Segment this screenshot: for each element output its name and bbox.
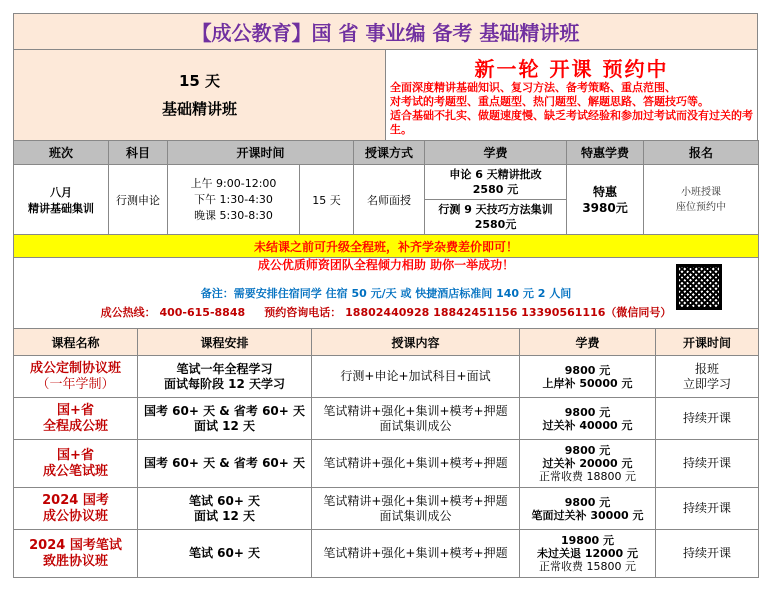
subject-cell: 行测申论 xyxy=(109,165,168,235)
col-course-content: 授课内容 xyxy=(312,329,520,356)
qr-code-icon xyxy=(676,264,722,310)
col-class: 班次 xyxy=(14,141,109,165)
intro-line-3: 适合基础不扎实、做题速度慢、缺乏考试经验和参加过考试而没有过关的考生。 xyxy=(390,109,753,136)
table-row xyxy=(14,440,759,488)
contact-block xyxy=(14,258,759,329)
table-row xyxy=(14,530,759,578)
schedule-line: 面试每阶段 12 天学习 xyxy=(163,376,286,391)
fee-line: 上岸补 50000 元 xyxy=(542,376,633,390)
header-table xyxy=(13,13,758,141)
time-afternoon: 下午 1:30-4:30 xyxy=(194,192,273,206)
course-name-line: 全程成公班 xyxy=(42,418,108,434)
content-line: 行测+申论+加试科目+面试 xyxy=(340,369,491,383)
hotline-label: 成公热线： xyxy=(100,306,156,319)
consult-phones[interactable]: 18802440928 18842451156 13390561116（微信同号） xyxy=(345,306,672,319)
course-name-line: 国+省 xyxy=(57,447,94,463)
course-content xyxy=(312,398,520,440)
course-schedule xyxy=(138,488,312,530)
col-fee: 学费 xyxy=(425,141,567,165)
course-name xyxy=(14,440,138,488)
table-row xyxy=(14,488,759,530)
col-course-schedule: 课程安排 xyxy=(138,329,312,356)
course-name-line: 2024 国考 xyxy=(42,492,109,508)
table-row xyxy=(14,398,759,440)
col-subject: 科目 xyxy=(109,141,168,165)
fee-aptitude: 行测 9 天技巧方法集训 xyxy=(438,203,553,216)
fee-line: 9800 元 xyxy=(564,444,611,457)
courses-table xyxy=(13,328,759,578)
special-fee-cell xyxy=(567,165,644,235)
course-name xyxy=(14,398,138,440)
schedule-line: 国考 60+ 天 & 省考 60+ 天 xyxy=(143,403,306,418)
course-name-line: 国+省 xyxy=(57,402,94,418)
class-summary xyxy=(14,50,386,141)
fee-aptitude-price: 2580元 xyxy=(474,218,517,231)
hotline-number[interactable]: 400-615-8848 xyxy=(159,306,246,319)
course-start: 持续开课 xyxy=(656,488,759,530)
method-cell: 名师面授 xyxy=(354,165,425,235)
course-name-line: 致胜协议班 xyxy=(42,553,108,569)
course-schedule xyxy=(138,356,312,398)
fee-line: 9800 元 xyxy=(564,405,611,419)
table-row xyxy=(14,356,759,398)
course-content xyxy=(312,488,520,530)
schedule-table xyxy=(13,140,759,329)
course-content: 笔试精讲+强化+集训+模考+押题 xyxy=(312,530,520,578)
col-course-start: 开课时间 xyxy=(656,329,759,356)
intro-line-1: 全面深度精讲基础知识、复习方法、备考策略、重点范围、 xyxy=(390,81,676,94)
start-line: 立即学习 xyxy=(682,376,731,391)
col-start-time: 开课时间 xyxy=(168,141,354,165)
class-name: 基础精讲班 xyxy=(161,100,237,118)
course-content xyxy=(312,356,520,398)
class-month: 八月 xyxy=(50,185,72,199)
fee-essay-price: 2580 元 xyxy=(472,183,519,196)
course-name-line: 2024 国考笔试 xyxy=(29,537,122,553)
course-start: 持续开课 xyxy=(656,440,759,488)
hotline-row xyxy=(14,304,758,320)
signup-cell xyxy=(644,165,759,235)
col-course-name: 课程名称 xyxy=(14,329,138,356)
intro-line-2: 对考试的考题型、重点题型、热门题型、解题思路、答题技巧等。 xyxy=(390,95,709,108)
page-title: 【成公教育】国 省 事业编 备考 基础精讲班 xyxy=(14,14,758,50)
class-intro xyxy=(386,50,758,141)
col-special-fee: 特惠学费 xyxy=(567,141,644,165)
course-schedule: 国考 60+ 天 & 省考 60+ 天 xyxy=(138,440,312,488)
course-fee xyxy=(520,440,656,488)
course-sheet xyxy=(13,13,758,578)
enroll-headline: 新一轮 开课 预约中 xyxy=(474,57,669,81)
col-signup: 报名 xyxy=(644,141,759,165)
course-name-line: 成公协议班 xyxy=(42,508,108,524)
special-price: 3980元 xyxy=(582,200,628,215)
course-start xyxy=(656,356,759,398)
course-start: 持续开课 xyxy=(656,530,759,578)
fee-line: 9800 元 xyxy=(564,363,611,377)
signup-note-1: 小班授课 xyxy=(681,186,722,198)
schedule-line: 笔试一年全程学习 xyxy=(176,361,273,376)
time-morning: 上午 9:00-12:00 xyxy=(190,176,277,190)
fee-line: 未过关退 12000 元 xyxy=(537,547,638,560)
course-name-line: 成公笔试班 xyxy=(42,463,108,479)
consult-label: 预约咨询电话： xyxy=(264,306,342,319)
course-schedule xyxy=(138,398,312,440)
col-course-fee: 学费 xyxy=(520,329,656,356)
fee-line: 笔面过关补 30000 元 xyxy=(531,508,644,522)
course-name xyxy=(14,488,138,530)
team-slogan: 成公优质师资团队全程倾力相助 助你一举成功！ xyxy=(257,258,515,272)
schedule-line: 面试 12 天 xyxy=(193,508,256,523)
course-content: 笔试精讲+强化+集训+模考+押题 xyxy=(312,440,520,488)
course-fee xyxy=(520,356,656,398)
content-line: 面试集训成公 xyxy=(379,508,452,523)
course-name xyxy=(14,356,138,398)
schedule-line: 笔试 60+ 天 xyxy=(188,493,261,508)
course-start: 持续开课 xyxy=(656,398,759,440)
fee-line: 过关补 40000 元 xyxy=(542,418,633,432)
time-cell xyxy=(168,165,300,235)
time-evening: 晚课 5:30-8:30 xyxy=(194,208,273,222)
special-label: 特惠 xyxy=(593,184,618,199)
course-name-line: （一年学制） xyxy=(36,376,115,392)
content-line: 笔试精讲+强化+集训+模考+押题 xyxy=(323,493,508,508)
course-name xyxy=(14,530,138,578)
class-cell xyxy=(14,165,109,235)
course-fee xyxy=(520,398,656,440)
start-line: 报班 xyxy=(694,361,719,376)
class-days: 15 天 xyxy=(178,72,221,90)
course-schedule: 笔试 60+ 天 xyxy=(138,530,312,578)
upgrade-notice: 未结课之前可升级全程班，补齐学杂费差价即可！ xyxy=(14,235,759,258)
fee-essay: 申论 6 天精讲批改 xyxy=(449,168,542,181)
fee-line: 正常收费 18800 元 xyxy=(539,470,636,483)
duration-cell: 15 天 xyxy=(300,165,354,235)
fee-cell xyxy=(425,165,567,235)
lodging-note: 备注：需要安排住宿同学 住宿 50 元/天 或 快捷酒店标准间 140 元 2 人间 xyxy=(200,287,572,300)
fee-line: 正常收费 15800 元 xyxy=(539,560,636,573)
schedule-line: 面试 12 天 xyxy=(193,418,256,433)
fee-line: 19800 元 xyxy=(560,534,615,547)
fee-line: 9800 元 xyxy=(564,495,611,509)
content-line: 笔试精讲+强化+集训+模考+押题 xyxy=(323,403,508,418)
content-line: 面试集训成公 xyxy=(379,418,452,433)
class-type: 精讲基础集训 xyxy=(28,201,94,215)
course-name-line: 成公定制协议班 xyxy=(29,360,121,376)
col-method: 授课方式 xyxy=(354,141,425,165)
course-fee xyxy=(520,488,656,530)
signup-note-2: 座位预约中 xyxy=(676,201,727,213)
course-fee xyxy=(520,530,656,578)
fee-line: 过关补 20000 元 xyxy=(542,457,633,470)
